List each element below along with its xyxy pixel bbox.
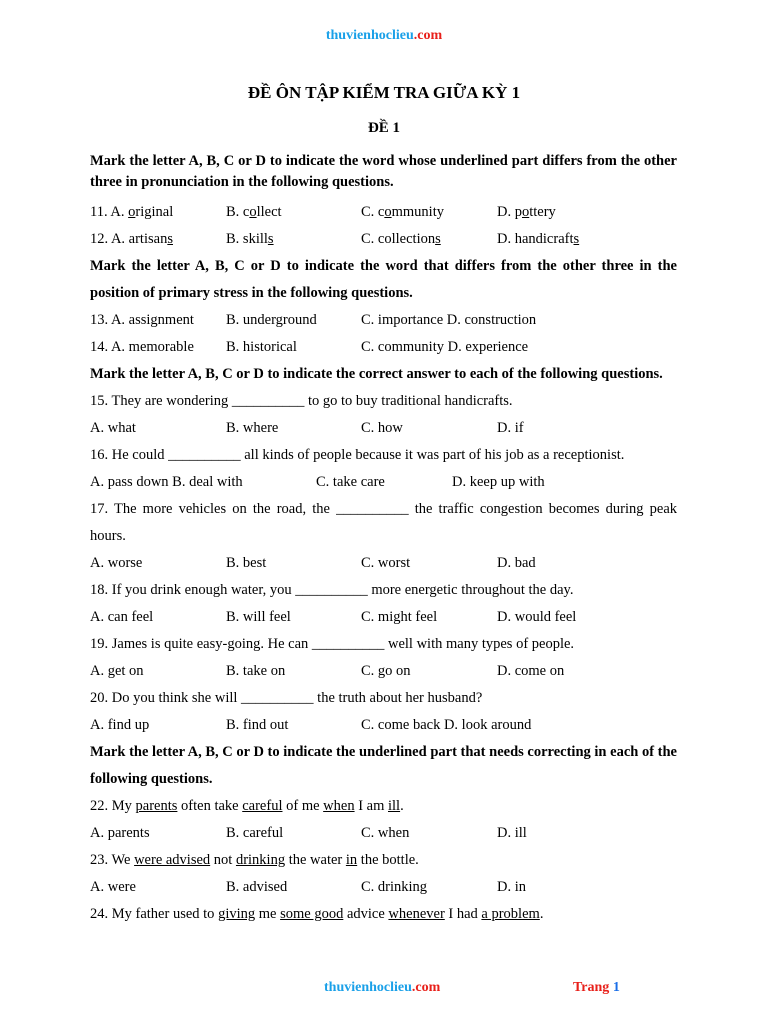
option-b: B. careful — [226, 825, 284, 841]
question-18-text: 18. If you drink enough water, you __________ more energetic throughout the day. — [90, 582, 574, 598]
option-a: A. find up — [90, 717, 150, 733]
question-12 — [90, 226, 677, 253]
question-15-options — [90, 415, 677, 442]
option-c: C. take care — [316, 474, 385, 490]
option-c: C. might feel — [361, 609, 438, 625]
question-23-options — [90, 874, 677, 901]
option-d: D. would feel — [497, 609, 577, 625]
option-a: 14. A. memorable — [90, 339, 194, 355]
question-18-options — [90, 604, 677, 631]
option-cd: C. importance D. construction — [361, 312, 537, 328]
site-domain-part: .com — [411, 980, 441, 995]
option-c: C. community — [361, 204, 444, 220]
option-c: C. how — [361, 420, 403, 436]
section-instruction-stress: Mark the letter A, B, C or D to indicate the word that differs from the other three in the position of primary stress in the following questions. — [90, 258, 677, 301]
option-b: B. where — [226, 420, 279, 436]
option-b: B. take on — [226, 663, 286, 679]
option-d: D. pottery — [497, 204, 556, 220]
page-label: Trang — [573, 980, 610, 995]
question-20-text: 20. Do you think she will __________ the truth about her husband? — [90, 690, 483, 706]
question-16-options — [90, 469, 677, 496]
option-cd: C. come back D. look around — [361, 717, 532, 733]
question-20-options — [90, 712, 677, 739]
document-title: ĐỀ ÔN TẬP KIỂM TRA GIỮA KỲ 1 — [247, 83, 521, 102]
option-d: D. in — [497, 879, 526, 895]
option-a: 12. A. artisans — [90, 231, 173, 247]
option-d: D. bad — [497, 555, 536, 571]
site-name-part: thuvienhoclieu — [324, 980, 412, 995]
option-a: A. get on — [90, 663, 144, 679]
site-footer — [324, 980, 440, 996]
option-a: 13. A. assignment — [90, 312, 194, 328]
option-a: A. worse — [90, 555, 143, 571]
question-11 — [90, 199, 677, 226]
question-19-options — [90, 658, 677, 685]
option-b: B. advised — [226, 879, 288, 895]
option-d: D. handicrafts — [497, 231, 580, 247]
option-c: C. go on — [361, 663, 411, 679]
question-17-options — [90, 550, 677, 577]
question-22-text: 22. My parents often take careful of me when I am ill. — [90, 798, 404, 814]
site-name-part: thuvienhoclieu — [325, 28, 414, 43]
question-17-text: 17. The more vehicles on the road, the __________ the traffic congestion becomes during peak hours. — [90, 501, 677, 544]
question-24-text: 24. My father used to giving me some good advice whenever I had a problem. — [90, 906, 544, 922]
page-number-value: 1 — [612, 980, 620, 995]
option-c: C. worst — [361, 555, 411, 571]
option-c: C. when — [361, 825, 410, 841]
option-b: B. best — [226, 555, 267, 571]
option-ab: A. pass down B. deal with — [90, 474, 243, 490]
question-23-text: 23. We were advised not drinking the water in the bottle. — [90, 852, 419, 868]
section-instruction-pronunciation: Mark the letter A, B, C or D to indicate the word whose underlined part differs from the other three in pronunciation in the following questions. — [90, 153, 677, 190]
option-b: B. historical — [226, 339, 297, 355]
option-b: B. find out — [226, 717, 289, 733]
question-16-text: 16. He could __________ all kinds of people because it was part of his job as a receptionist. — [90, 447, 625, 463]
question-22-options — [90, 820, 677, 847]
document-subtitle: ĐỀ 1 — [367, 120, 401, 136]
page-number — [573, 980, 620, 996]
option-a: A. parents — [90, 825, 150, 841]
option-cd: C. community D. experience — [361, 339, 529, 355]
option-d: D. ill — [497, 825, 527, 841]
option-a: A. can feel — [90, 609, 154, 625]
option-a: 11. A. original — [90, 204, 174, 220]
option-d: D. come on — [497, 663, 565, 679]
question-14 — [90, 334, 677, 361]
section-instruction-error-correction: Mark the letter A, B, C or D to indicate the underlined part that needs correcting in each of the following questions. — [90, 744, 677, 787]
option-a: A. what — [90, 420, 136, 436]
option-d: D. keep up with — [452, 474, 545, 490]
option-d: D. if — [497, 420, 524, 436]
option-c: C. collections — [361, 231, 441, 247]
option-b: B. skills — [226, 231, 274, 247]
site-header — [0, 28, 768, 44]
document-body — [90, 150, 677, 928]
site-domain-part: .com — [413, 28, 443, 43]
question-19-text: 19. James is quite easy-going. He can __________ well with many types of people. — [90, 636, 575, 652]
option-b: B. collect — [226, 204, 282, 220]
option-b: B. underground — [226, 312, 317, 328]
question-13 — [90, 307, 677, 334]
option-a: A. were — [90, 879, 136, 895]
option-b: B. will feel — [226, 609, 291, 625]
question-15-text: 15. They are wondering __________ to go to buy traditional handicrafts. — [90, 393, 513, 409]
option-c: C. drinking — [361, 879, 428, 895]
section-instruction-multiple-choice: Mark the letter A, B, C or D to indicate the correct answer to each of the following questions. — [90, 366, 663, 382]
